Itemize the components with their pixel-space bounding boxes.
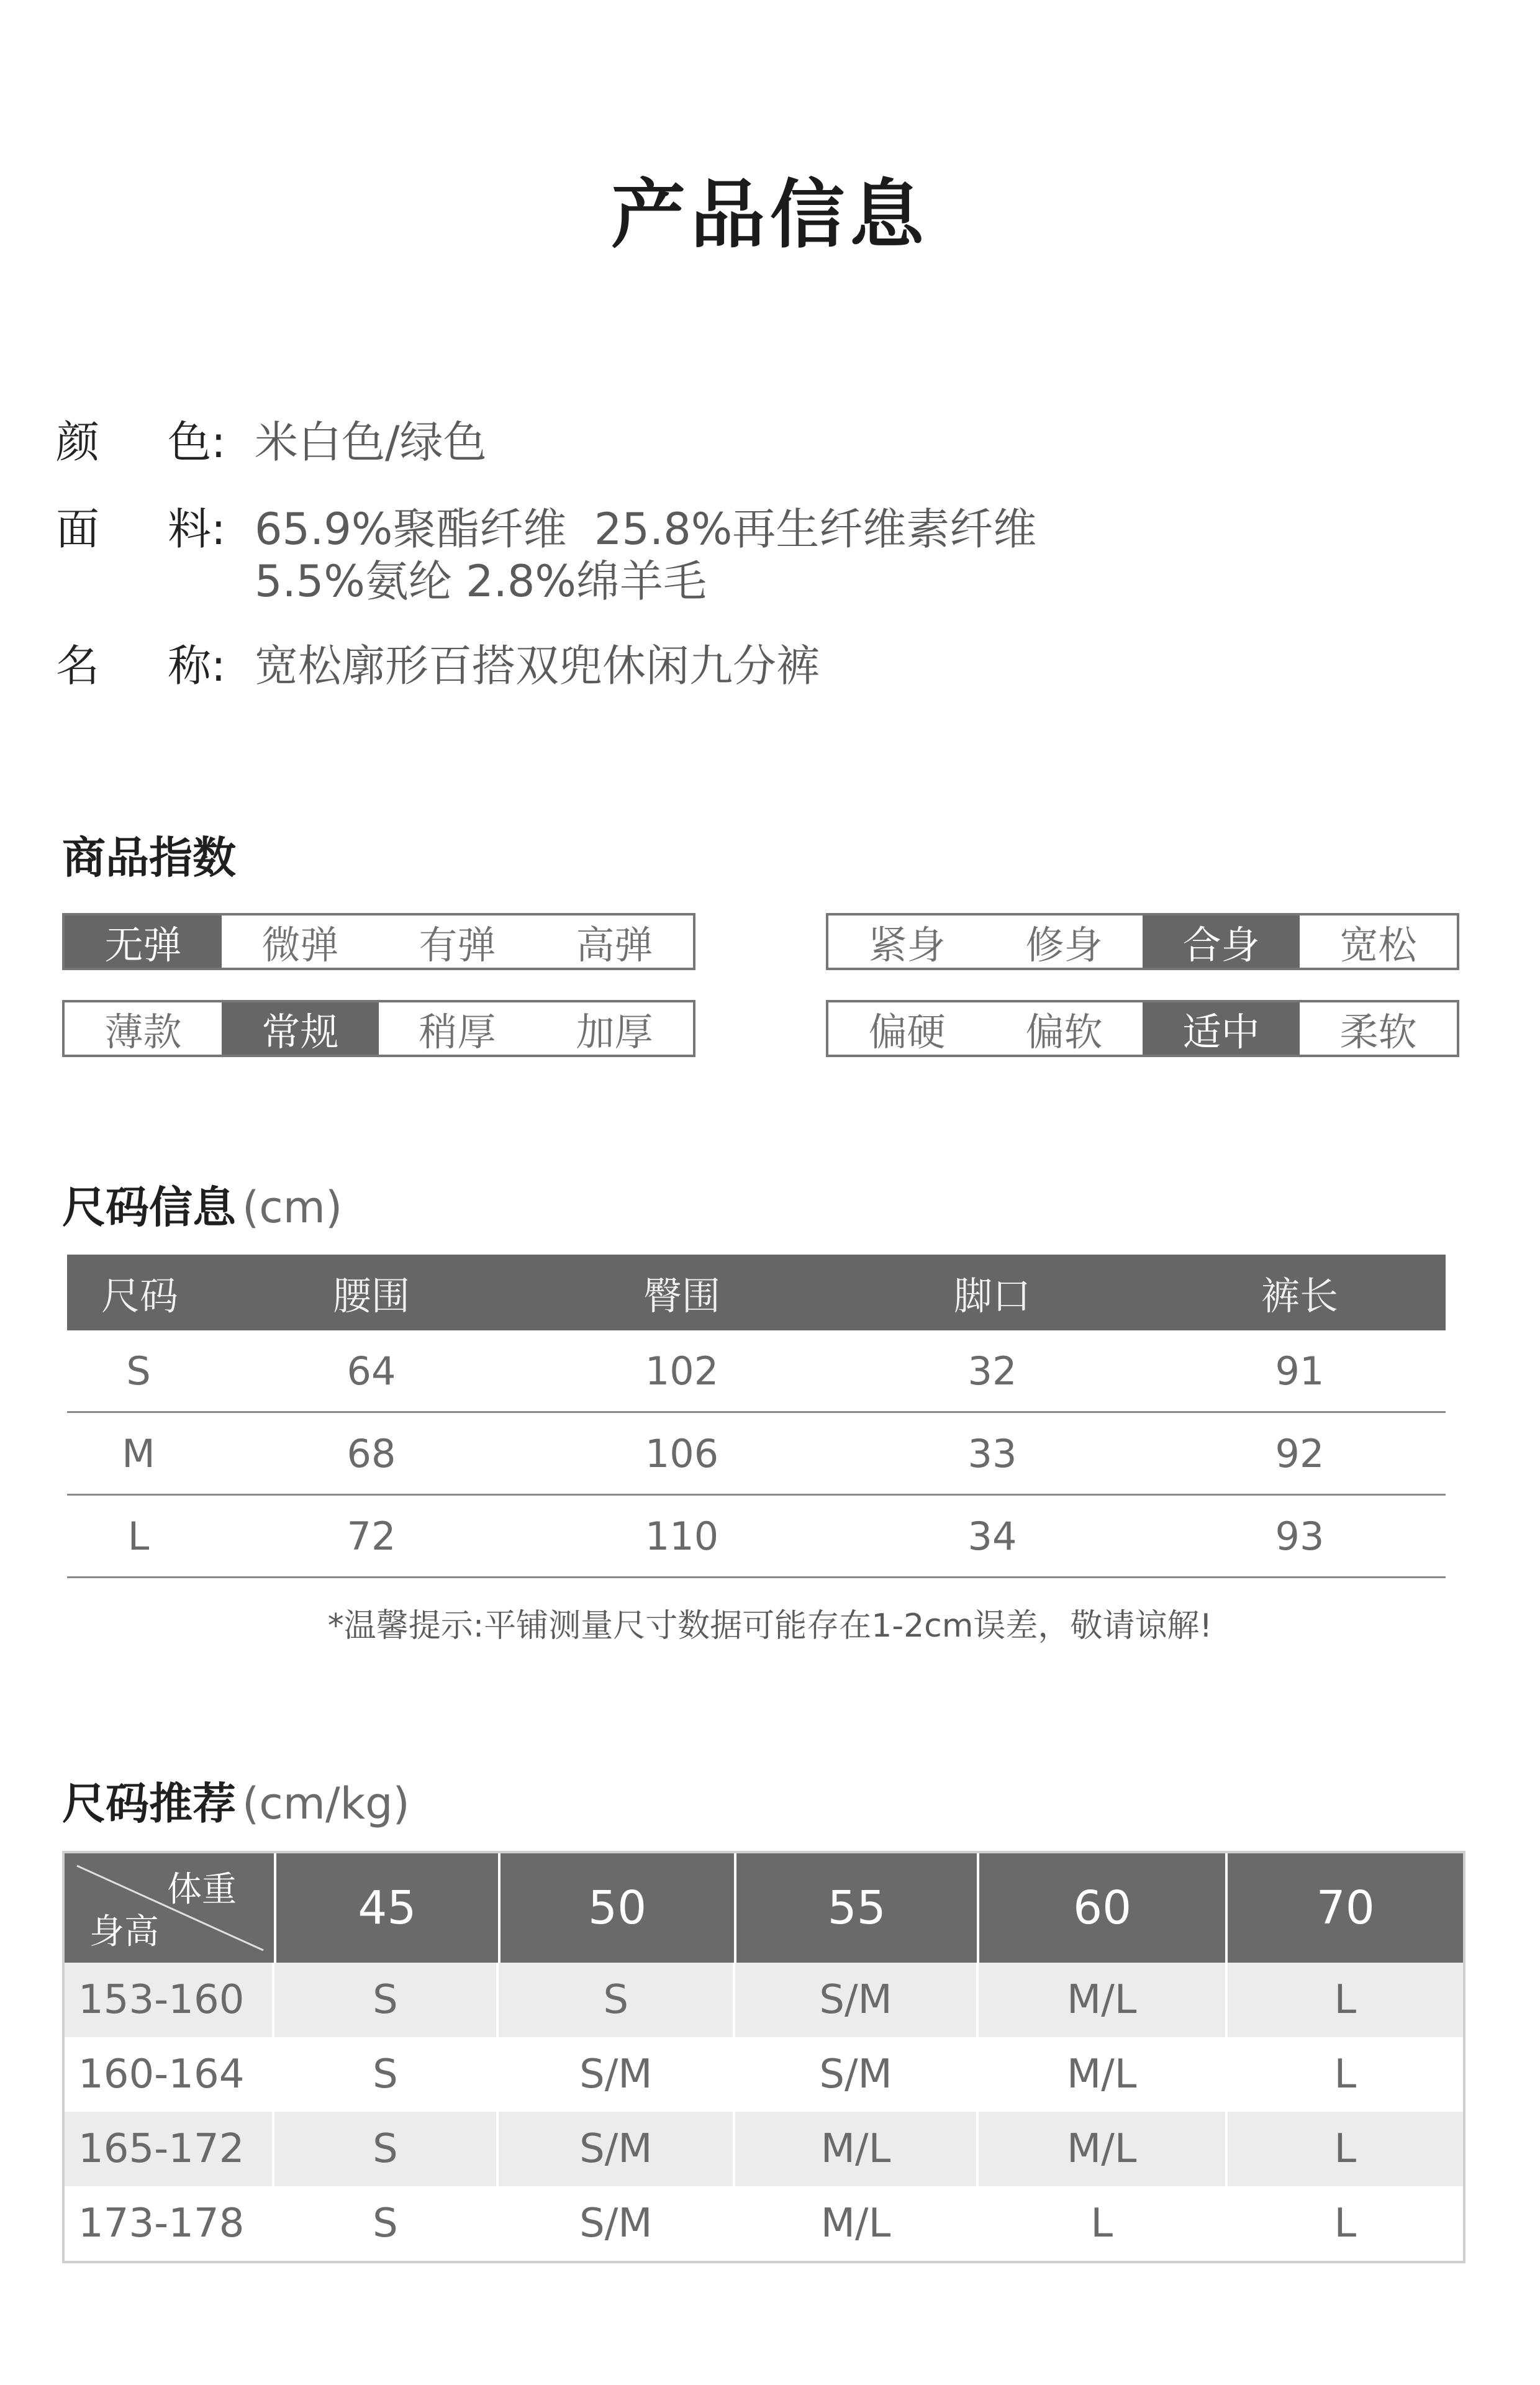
table-cell: L	[127, 1513, 150, 1559]
size-cell: S	[274, 1963, 499, 2037]
table-row	[67, 1330, 1446, 1413]
table-cell: S	[126, 1348, 151, 1394]
index-cell: 紧身	[828, 915, 985, 968]
index-cell: 合身	[1143, 915, 1300, 968]
size-recommendation-table	[62, 1851, 1465, 2263]
height-range: 173-178	[65, 2186, 274, 2261]
index-section-title: 商品指数	[62, 832, 236, 883]
index-cell: 偏软	[985, 1002, 1143, 1055]
corner-height-label: 身高	[89, 1912, 159, 1952]
size-cell: S/M	[735, 1963, 978, 2037]
size-cell: M/L	[979, 2037, 1228, 2112]
index-cell: 高弹	[536, 915, 693, 968]
info-name-row	[56, 640, 820, 692]
measurement-tip: *温馨提示:平铺测量尺寸数据可能存在1-2cm误差，敬请谅解!	[327, 1607, 1213, 1645]
weight-header: 70	[1316, 1881, 1375, 1935]
table-cell: 34	[967, 1513, 1017, 1559]
index-cell: 修身	[985, 915, 1143, 968]
table-row	[65, 2186, 1463, 2261]
height-range: 160-164	[65, 2037, 274, 2112]
info-fabric-row	[56, 503, 1036, 607]
softness-index	[826, 1000, 1459, 1057]
info-fabric-label: 面 料:	[56, 504, 226, 555]
rec-table-header	[65, 1853, 1463, 1963]
size-cell: S/M	[499, 2037, 735, 2112]
table-cell: 68	[346, 1430, 396, 1476]
index-cell: 有弹	[379, 915, 536, 968]
table-cell: 93	[1275, 1513, 1325, 1559]
table-row	[65, 1963, 1463, 2037]
height-range: 165-172	[65, 2112, 274, 2186]
weight-header: 45	[276, 1853, 500, 1963]
size-cell: L	[1334, 2051, 1357, 2097]
index-cell: 稍厚	[379, 1002, 536, 1055]
table-cell: 32	[967, 1348, 1017, 1394]
table-cell: 33	[967, 1430, 1017, 1476]
info-color-value: 米白色/绿色	[255, 417, 487, 468]
size-section-title: 尺码信息 (cm)	[62, 1182, 343, 1233]
fabric-line-2: 5.5%氨纶 2.8%绵羊毛	[255, 556, 707, 607]
size-cell: M/L	[979, 2112, 1228, 2186]
index-cell: 偏硬	[828, 1002, 985, 1055]
table-row	[67, 1413, 1446, 1496]
size-cell: M/L	[979, 1963, 1228, 2037]
size-cell: M/L	[735, 2112, 978, 2186]
size-cell: S/M	[499, 2112, 735, 2186]
header-cell: 腰围	[332, 1273, 410, 1319]
table-cell: 102	[645, 1348, 719, 1394]
table-row	[65, 2037, 1463, 2112]
table-cell: 110	[645, 1513, 719, 1559]
index-cell: 柔软	[1300, 1002, 1457, 1055]
elasticity-index	[62, 913, 695, 970]
size-cell: S/M	[499, 2186, 735, 2261]
table-cell: 72	[346, 1513, 396, 1559]
rec-corner-cell	[65, 1853, 276, 1963]
index-cell: 无弹	[65, 915, 222, 968]
index-cell: 适中	[1143, 1002, 1300, 1055]
info-color-label: 颜 色:	[56, 417, 226, 468]
size-cell: S	[274, 2112, 499, 2186]
header-cell: 臀围	[643, 1273, 720, 1319]
table-row	[67, 1496, 1446, 1578]
corner-weight-label: 体重	[166, 1869, 237, 1910]
table-cell: 92	[1275, 1430, 1325, 1476]
size-cell: L	[1334, 2126, 1357, 2172]
header-cell: 裤长	[1261, 1273, 1338, 1319]
table-cell: M	[122, 1430, 155, 1476]
size-cell: S	[274, 2186, 499, 2261]
index-cell: 宽松	[1300, 915, 1457, 968]
height-range: 153-160	[65, 1963, 274, 2037]
weight-header: 50	[500, 1853, 737, 1963]
fit-index	[826, 913, 1459, 970]
header-cell: 脚口	[953, 1273, 1031, 1319]
weight-header: 55	[736, 1853, 979, 1963]
rec-section-title: 尺码推荐 (cm/kg)	[62, 1778, 410, 1829]
size-cell: S/M	[735, 2037, 978, 2112]
table-cell: 64	[346, 1348, 396, 1394]
info-name-value: 宽松廓形百搭双兜休闲九分裤	[255, 640, 820, 691]
index-cell: 薄款	[65, 1002, 222, 1055]
size-cell: S	[274, 2037, 499, 2112]
size-cell: M/L	[735, 2186, 978, 2261]
table-cell: 91	[1275, 1348, 1325, 1394]
index-cell: 微弹	[222, 915, 379, 968]
fabric-line-1: 65.9%聚酯纤维 25.8%再生纤维素纤维	[255, 504, 1037, 555]
thickness-index	[62, 1000, 695, 1057]
info-fabric-value	[255, 503, 1036, 607]
size-cell: L	[1334, 2201, 1357, 2246]
index-cell: 常规	[222, 1002, 379, 1055]
size-table	[67, 1255, 1446, 1578]
header-cell: 尺码	[101, 1273, 179, 1319]
size-cell: L	[1334, 1977, 1357, 2023]
table-cell: 106	[645, 1430, 719, 1476]
weight-header: 60	[979, 1853, 1228, 1963]
info-color-row	[56, 416, 487, 468]
page-title: 产品信息	[611, 172, 929, 258]
index-cell: 加厚	[536, 1002, 693, 1055]
size-cell: L	[979, 2186, 1228, 2261]
size-cell: S	[499, 1963, 735, 2037]
table-row	[65, 2112, 1463, 2186]
info-name-label: 名 称:	[56, 640, 226, 691]
size-table-header	[67, 1255, 1446, 1330]
